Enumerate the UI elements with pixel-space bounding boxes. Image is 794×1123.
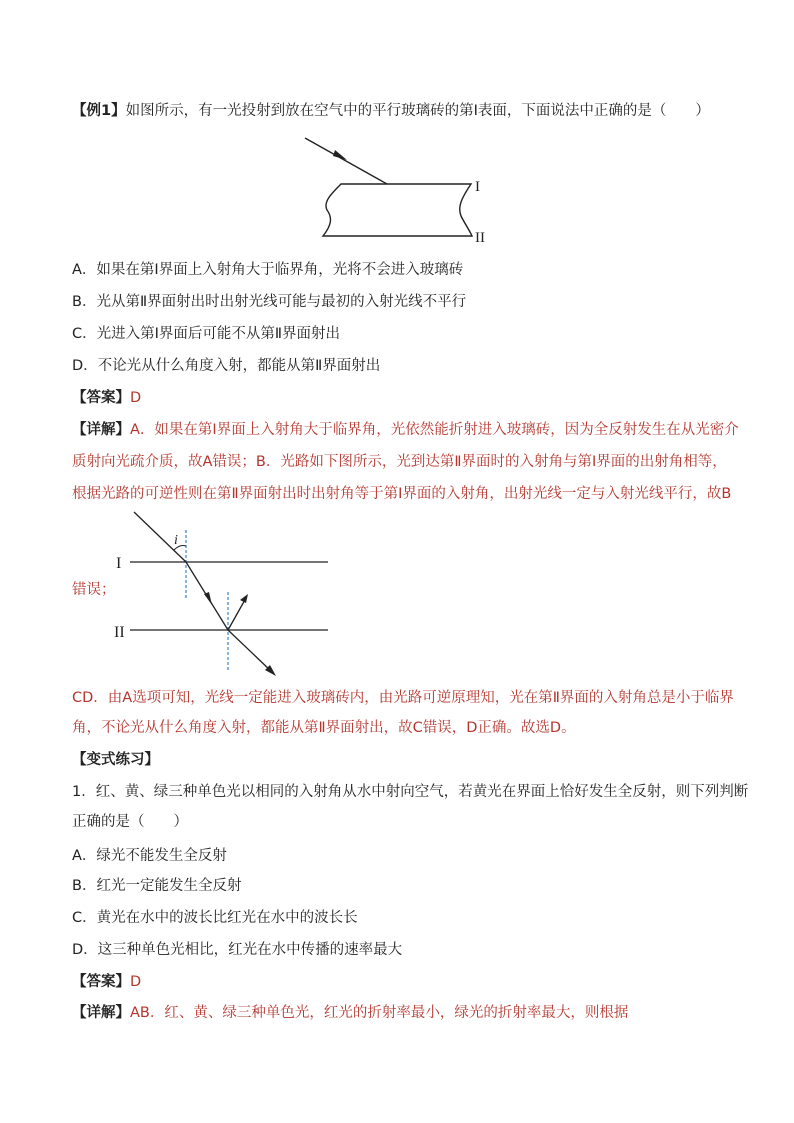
practice-option-a: A．绿光不能发生全反射 (72, 848, 227, 864)
practice-detail-tag: 【详解】 (72, 1005, 130, 1021)
incident-ray-arrowhead (333, 150, 347, 160)
surface-label-I: I (475, 179, 480, 195)
angle-label: i (174, 533, 178, 548)
example-option-d: D．不论光从什么角度入射，都能从第Ⅱ界面射出 (72, 358, 381, 374)
light-path-figure (112, 508, 336, 680)
example-detail-line-2: 质射向光疏介质，故A错误；B．光路如下图所示，光到达第Ⅱ界面时的入射角与第Ⅰ界面的出射角相等， (72, 454, 727, 470)
interface-I-label: I (116, 555, 122, 572)
answer-value: D (130, 390, 142, 406)
practice-detail-line (72, 1003, 628, 1023)
cd-detail-line-1: CD．由A选项可知，光线一定能进入玻璃砖内，由光路可逆原理知，光在第Ⅱ界面的入射角总是小于临界 (72, 690, 734, 706)
practice-detail-text: AB．红、黄、绿三种单色光，红光的折射率最小，绿光的折射率最大，则根据 (130, 1005, 629, 1021)
glass-slab-outline (323, 184, 472, 236)
practice-answer-tag: 【答案】 (72, 974, 130, 990)
example-answer-line (72, 388, 141, 408)
reflected-ray (228, 598, 246, 630)
example-detail-line-1 (72, 420, 739, 440)
example-option-b: B．光从第Ⅱ界面射出时出射光线可能与最初的入射光线不平行 (72, 294, 467, 310)
practice-heading: 【变式练习】 (72, 752, 159, 768)
reflected-ray-arrowhead (240, 594, 248, 603)
practice-option-d: D．这三种单色光相比，红光在水中传播的速率最大 (72, 942, 403, 958)
example-option-a: A．如果在第Ⅰ界面上入射角大于临界角，光将不会进入玻璃砖 (72, 262, 464, 278)
interface-II-label: II (114, 624, 125, 641)
practice-question-line-2: 正确的是（ ） (72, 814, 188, 830)
detail-tag: 【详解】 (72, 422, 130, 438)
example-question-line (72, 101, 710, 121)
practice-question-line-1: 1．红、黄、绿三种单色光以相同的入射角从水中射向空气，若黄光在界面上恰好发生全反射，则下列判断 (72, 784, 749, 800)
refracted-ray-arrowhead (204, 592, 212, 605)
detail-text-1: A．如果在第Ⅰ界面上入射角大于临界角，光依然能折射进入玻璃砖，因为全反射发生在从光密介 (130, 422, 739, 438)
cd-detail-line-2: 角，不论光从什么角度入射，都能从第Ⅱ界面射出，故C错误，D正确。故选D。 (72, 720, 576, 736)
example-question-text: 如图所示，有一光投射到放在空气中的平行玻璃砖的第Ⅰ表面，下面说法中正确的是（ ） (125, 103, 710, 119)
practice-answer-line (72, 972, 141, 992)
practice-answer-value: D (130, 974, 142, 990)
glass-slab-figure (295, 132, 515, 248)
practice-option-c: C．黄光在水中的波长比红光在水中的波长长 (72, 910, 358, 926)
answer-tag: 【答案】 (72, 390, 130, 406)
example-detail-line-3: 根据光路的可逆性则在第Ⅱ界面射出时出射角等于第Ⅰ界面的入射角，出射光线一定与入射光线平行，故B (72, 486, 732, 502)
practice-option-b: B．红光一定能发生全反射 (72, 878, 242, 894)
example-option-c: C．光进入第Ⅰ界面后可能不从第Ⅱ界面射出 (72, 326, 341, 342)
incident-ray (305, 138, 387, 184)
incident-ray (134, 512, 186, 562)
fig2-prefix: 错误； (72, 582, 116, 598)
surface-label-II: II (475, 230, 485, 246)
emergent-ray (228, 630, 272, 672)
example-tag: 【例1】 (72, 103, 126, 119)
